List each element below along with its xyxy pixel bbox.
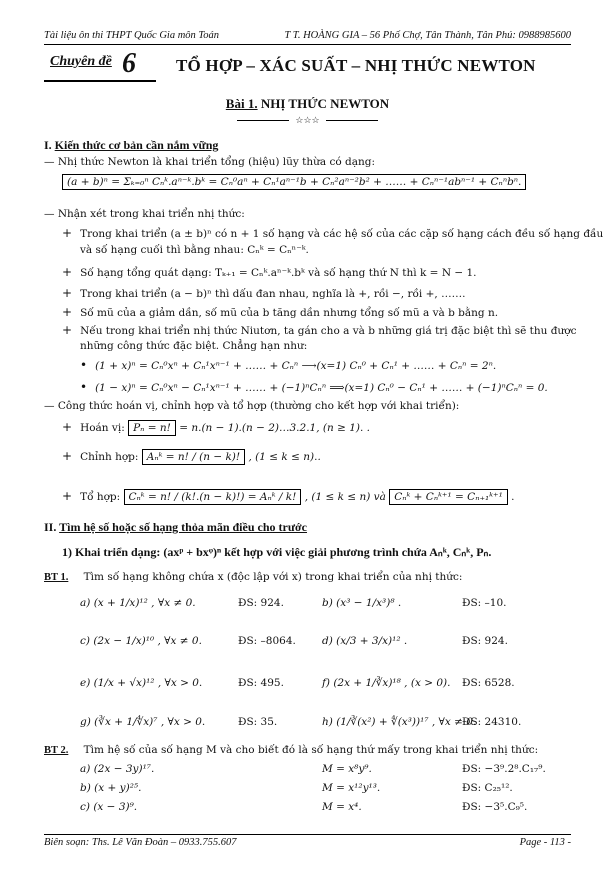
bt1-answer-f: ĐS: 6528. (462, 677, 515, 689)
bt1-question: BT 1. Tìm số hạng không chứa x (độc lập với x) trong khai triển của nhị thức: (44, 571, 463, 583)
section2-number: II. (44, 520, 57, 534)
footer-author: Biên soạn: Ths. Lê Văn Đoàn – 0933.755.607 (44, 837, 237, 848)
bt1-answer-a: ĐS: 924. (238, 597, 284, 609)
special-formula-2: • (1 − x)ⁿ = Cₙ⁰xⁿ − Cₙ¹xⁿ⁻¹ + …… + (−1)ⁿCₙⁿ ⟹(x=1) Cₙ⁰ − Cₙ¹ + …… + (−1)ⁿCₙⁿ = 0. (80, 380, 548, 394)
chapter-title-row (44, 50, 571, 86)
combination-row: + Tổ hợp: Cₙᵏ = n! / (k!.(n − k)!) = Aₙᵏ / k! , (1 ≤ k ≤ n) và Cₙᵏ + Cₙᵏ⁺¹ = Cₙ₊₁ᵏ⁺¹ . (62, 489, 515, 503)
pascal-identity-box: Cₙᵏ + Cₙᵏ⁺¹ = Cₙ₊₁ᵏ⁺¹ (389, 489, 508, 505)
bt2-answer-c: ĐS: −3⁵.C₉⁵. (462, 801, 528, 813)
form-heading: 1) Khai triển dạng: (axᵖ + bxᵠ)ⁿ kết hợp với việc giải phương trình chứa Aₙᵏ, Cₙᵏ, Pₙ. (62, 545, 492, 559)
bt2-answer-a: ĐS: −3⁹.2⁸.C₁₇⁹. (462, 763, 546, 775)
bt1-item-d: d) (x/3 + 3/x)¹² . (322, 635, 408, 647)
bt2-term-b: M = x¹²y¹³. (322, 782, 381, 794)
bullet-4: + Số mũ của a giảm dần, số mũ của b tăng dần nhưng tổng số mũ a và b bằng n. (62, 305, 499, 319)
combination-box: Cₙᵏ = n! / (k!.(n − k)!) = Aₙᵏ / k! (124, 489, 302, 505)
bullet-2: + Số hạng tổng quát dạng: Tₖ₊₁ = Cₙᵏ.aⁿ⁻ᵏ.bᵏ và số hạng thứ N thì k = N − 1. (62, 265, 477, 279)
chapter-number: 6 (122, 48, 136, 79)
arrangement-box: Aₙᵏ = n! / (n − k)! (142, 449, 245, 465)
section1-intro: — Nhị thức Newton là khai triển tổng (hiệu) lũy thừa có dạng: (44, 156, 376, 168)
newton-formula-box: (a + b)ⁿ = Σₖ₌₀ⁿ Cₙᵏ.aⁿ⁻ᵏ.bᵏ = Cₙ⁰aⁿ + Cₙ¹aⁿ⁻¹b + Cₙ²aⁿ⁻²b² + …… + Cₙⁿ⁻¹abⁿ⁻¹ + Cₙⁿbⁿ. (62, 174, 526, 190)
bt2-answer-b: ĐS: C₂₅¹². (462, 782, 513, 794)
bt2-question: BT 2. Tìm hệ số của số hạng M và cho biết đó là số hạng thứ mấy trong khai triển nhị thức: (44, 744, 539, 756)
bullet-1-cont: và số hạng cuối thì bằng nhau: Cₙᵏ = Cₙⁿ⁻ᵏ. (80, 244, 309, 256)
bt1-item-e: e) (1/x + √x)¹² , ∀x > 0. (80, 677, 203, 689)
bt1-label: BT 1. (44, 572, 69, 583)
perm-intro: — Công thức hoán vị, chỉnh hợp và tổ hợp (thường cho kết hợp với khai triển): (44, 400, 460, 412)
special-formula-1: • (1 + x)ⁿ = Cₙ⁰xⁿ + Cₙ¹xⁿ⁻¹ + …… + Cₙⁿ ⟶(x=1) Cₙ⁰ + Cₙ¹ + …… + Cₙⁿ = 2ⁿ. (80, 358, 497, 372)
chapter-underline (44, 80, 156, 82)
page-footer (44, 834, 571, 850)
bt2-item-a: a) (2x − 3y)¹⁷. (80, 763, 155, 775)
permutation-row: + Hoán vị: Pₙ = n! = n.(n − 1).(n − 2)…3.2.1, (n ≥ 1). . (62, 420, 371, 434)
bullet-5-cont: những công thức đặc biệt. Chẳng hạn như: (80, 340, 308, 352)
bt1-item-b: b) (x³ − 1/x³)⁸ . (322, 597, 402, 609)
bt2-item-c: c) (x − 3)⁹. (80, 801, 138, 813)
chapter-label: Chuyên đề (50, 54, 112, 69)
page-number: Page - 113 - (519, 837, 571, 848)
bt1-item-h: h) (1/∛(x²) + ∜(x³))¹⁷ , ∀x ≠ 0. (322, 716, 477, 728)
bt1-item-c: c) (2x − 1/x)¹⁰ , ∀x ≠ 0. (80, 635, 202, 647)
bt1-item-g: g) (∛x + 1/∜x)⁷ , ∀x > 0. (80, 716, 206, 728)
lesson-name: NHỊ THỨC NEWTON (260, 96, 390, 111)
bt1-answer-c: ĐS: –8064. (238, 635, 296, 647)
section1-number: I. (44, 138, 52, 152)
header-right: T T. HOÀNG GIA – 56 Phố Chợ, Tân Thành, Tân Phú: 0988985600 (284, 30, 571, 41)
bt2-term-c: M = x⁴. (322, 801, 362, 813)
lesson-label: Bài 1. (225, 96, 258, 111)
newton-formula (62, 174, 526, 190)
bullet-3: + Trong khai triển (a − b)ⁿ thì dấu đan nhau, nghĩa là +, rồi −, rồi +, ……. (62, 286, 466, 300)
lesson-title (0, 96, 615, 112)
bt2-term-a: M = x⁸y⁹. (322, 763, 372, 775)
permutation-box: Pₙ = n! (128, 420, 176, 436)
section1-title: Kiến thức cơ bản cần nắm vững (54, 138, 219, 152)
bullet-5: + Nếu trong khai triển nhị thức Niutơn, ta gán cho a và b những giá trị đặc biệt thì sẽ thu được (62, 323, 577, 337)
section2-title: Tìm hệ số hoặc số hạng thỏa mãn điều cho trước (59, 520, 308, 534)
bt1-answer-g: ĐS: 35. (238, 716, 278, 728)
bt1-item-f: f) (2x + 1/∛x)¹⁸ , (x > 0). (322, 677, 451, 689)
lesson-stars: ☆☆☆ (0, 116, 615, 126)
bt1-answer-e: ĐS: 495. (238, 677, 284, 689)
bt1-answer-d: ĐS: 924. (462, 635, 508, 647)
chapter-title: TỔ HỢP – XÁC SUẤT – NHỊ THỨC NEWTON (176, 56, 536, 75)
bt2-item-b: b) (x + y)²⁵. (80, 782, 142, 794)
arrangement-row: + Chỉnh hợp: Aₙᵏ = n! / (n − k)! , (1 ≤ k ≤ n).. (62, 449, 321, 463)
section2-heading (44, 520, 307, 535)
section1-heading (44, 138, 218, 153)
bt1-answer-h: ĐS: 24310. (462, 716, 522, 728)
section1-remark: — Nhận xét trong khai triển nhị thức: (44, 208, 245, 220)
page-header (44, 30, 571, 45)
header-left: Tài liệu ôn thi THPT Quốc Gia môn Toán (44, 30, 220, 41)
bt1-item-a: a) (x + 1/x)¹² , ∀x ≠ 0. (80, 597, 196, 609)
bt2-label: BT 2. (44, 745, 69, 756)
bt1-answer-b: ĐS: –10. (462, 597, 507, 609)
bullet-1: + Trong khai triển (a ± b)ⁿ có n + 1 số hạng và các hệ số của các cặp số hạng cách đều số hạng đầu (62, 226, 604, 240)
